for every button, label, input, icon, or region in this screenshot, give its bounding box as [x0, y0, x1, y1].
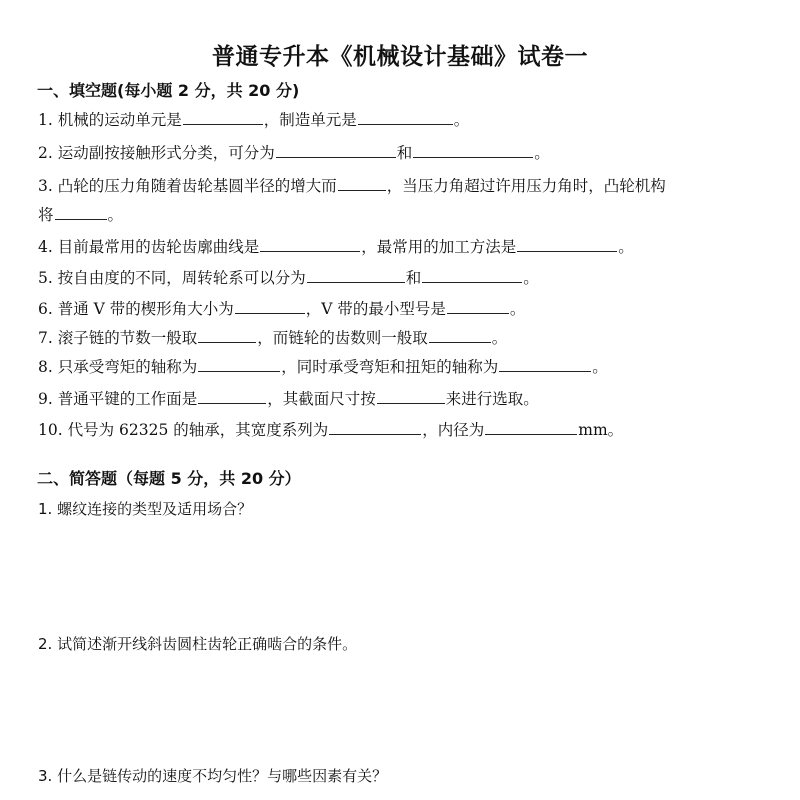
item-text: 和	[396, 144, 413, 162]
answer-blank[interactable]	[198, 356, 280, 372]
short-answer-question-2: 2. 试简述渐开线斜齿圆柱齿轮正确啮合的条件。	[38, 635, 358, 653]
answer-blank[interactable]	[276, 142, 396, 158]
answer-blank[interactable]	[422, 267, 522, 283]
item-text: 。	[523, 269, 539, 287]
item-text: ，同时承受弯矩和扭矩的轴称为	[281, 358, 499, 376]
item-text: 。	[509, 300, 526, 318]
fill-item-4	[38, 236, 634, 257]
item-text: ，而链轮的齿数则一般取	[257, 329, 428, 347]
answer-blank[interactable]	[198, 388, 266, 404]
item-text: ，最常用的加工方法是	[361, 238, 517, 256]
answer-blank[interactable]	[499, 356, 591, 372]
answer-blank[interactable]	[55, 204, 107, 220]
answer-blank[interactable]	[413, 142, 533, 158]
item-text: 。	[453, 111, 470, 129]
fill-item-8	[38, 356, 608, 377]
item-text: 1. 机械的运动单元是	[38, 111, 182, 129]
section-fill-blank-heading: 一、填空题(每小题 2 分，共 20 分)	[37, 81, 300, 100]
item-text: 来进行选取。	[445, 390, 539, 408]
short-answer-question-1: 1. 螺纹连接的类型及适用场合？	[38, 500, 253, 518]
answer-blank[interactable]	[338, 175, 386, 191]
fill-item-7	[38, 327, 507, 348]
fill-item-3	[38, 175, 666, 196]
item-text: 。	[618, 238, 634, 256]
item-text: mm。	[578, 421, 624, 439]
item-text: ，制造单元是	[263, 111, 357, 129]
item-text: 10. 代号为 62325 的轴承，其宽度系列为	[38, 421, 329, 439]
item-text: ，内径为	[422, 421, 485, 439]
item-text: 4. 目前最常用的齿轮齿廓曲线是	[38, 238, 260, 256]
item-text: 9. 普通平键的工作面是	[38, 390, 198, 408]
item-text: 将	[38, 206, 54, 224]
answer-blank[interactable]	[517, 236, 617, 252]
fill-item-9	[38, 388, 539, 409]
fill-item-10	[38, 419, 623, 440]
item-text: 和	[405, 269, 422, 287]
answer-blank[interactable]	[329, 419, 421, 435]
answer-blank[interactable]	[377, 388, 445, 404]
fill-item-6	[38, 298, 525, 319]
item-text: 2. 运动副按接触形式分类，可分为	[38, 144, 275, 162]
answer-blank[interactable]	[198, 327, 256, 343]
item-text: 3. 凸轮的压力角随着齿轮基圆半径的增大而	[38, 177, 337, 195]
item-text: ，当压力角超过许用压力角时，凸轮机构	[386, 177, 666, 195]
answer-blank[interactable]	[358, 109, 453, 125]
item-text: 。	[592, 358, 608, 376]
fill-item-5	[38, 267, 539, 288]
item-text: 。	[491, 329, 508, 347]
item-text: 8. 只承受弯矩的轴称为	[38, 358, 198, 376]
short-answer-question-3: 3. 什么是链传动的速度不均匀性？与哪些因素有关？	[38, 767, 388, 785]
answer-blank[interactable]	[183, 109, 263, 125]
fill-item-3-cont	[38, 204, 123, 225]
item-text: ，V 带的最小型号是	[305, 300, 446, 318]
fill-item-2	[38, 142, 550, 163]
fill-item-1	[38, 109, 469, 130]
answer-blank[interactable]	[260, 236, 360, 252]
answer-blank[interactable]	[307, 267, 405, 283]
item-text: 7. 滚子链的节数一般取	[38, 329, 198, 347]
answer-blank[interactable]	[447, 298, 509, 314]
item-text: 6. 普通 V 带的楔形角大小为	[38, 300, 234, 318]
exam-title: 普通专升本《机械设计基础》试卷一	[212, 44, 588, 70]
item-text: 5. 按自由度的不同，周转轮系可以分为	[38, 269, 306, 287]
section-short-answer-heading: 二、简答题（每题 5 分，共 20 分）	[37, 469, 301, 488]
answer-blank[interactable]	[429, 327, 491, 343]
item-text: 。	[107, 206, 124, 224]
item-text: ，其截面尺寸按	[267, 390, 376, 408]
answer-blank[interactable]	[235, 298, 305, 314]
item-text: 。	[534, 144, 550, 162]
answer-blank[interactable]	[485, 419, 577, 435]
